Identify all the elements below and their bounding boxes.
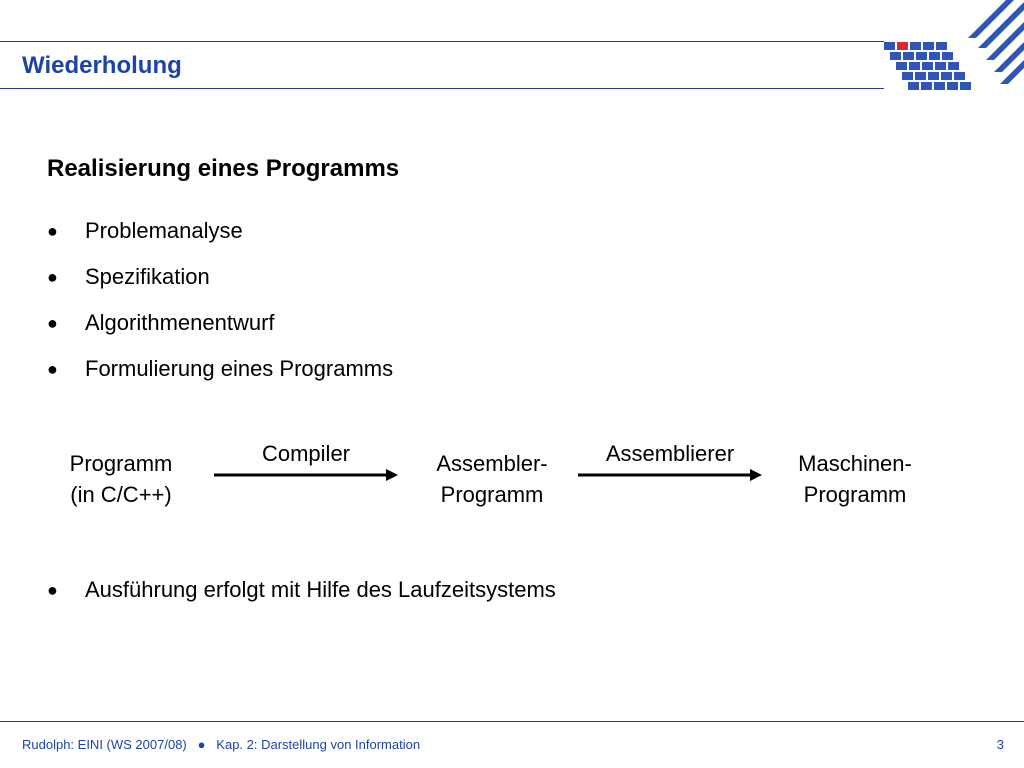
node-line: Programm [69, 451, 173, 476]
node-line: (in C/C++) [70, 482, 172, 507]
slide-title: Wiederholung [22, 52, 182, 79]
bullet-dot-icon: ● [47, 221, 58, 241]
bullet-item [47, 216, 393, 262]
footer-chapter: Kap. 2: Darstellung von Information [216, 737, 421, 752]
bullet-text: Spezifikation [85, 264, 210, 289]
arrow-assemblierer-icon [578, 469, 762, 481]
footer-rule [0, 721, 1024, 722]
bullet-dot-icon: ● [47, 580, 58, 600]
node-line: Maschinen- [798, 451, 912, 476]
bullet-text: Ausführung erfolgt mit Hilfe des Laufzeitsystems [85, 577, 556, 602]
bullet-item [47, 308, 393, 354]
node-line: Assembler- [436, 451, 548, 476]
bullet-dot-icon: ● [47, 313, 58, 333]
bullet-dot-icon: ● [47, 267, 58, 287]
footer-author-course: Rudolph: EINI (WS 2007/08) [22, 737, 187, 752]
diagram-node-machine-program [776, 448, 934, 510]
arrow-compiler-icon [214, 469, 398, 481]
university-logo [880, 0, 1024, 92]
bullet-item [47, 262, 393, 308]
node-line: Programm [440, 482, 544, 507]
node-line: Programm [803, 482, 907, 507]
bullet-text: Problemanalyse [85, 218, 243, 243]
footer-info [22, 737, 420, 752]
header-rule-top [0, 41, 884, 42]
bullet-list [47, 216, 393, 400]
page-number: 3 [996, 737, 1004, 752]
footer-separator-icon: ● [197, 737, 206, 752]
edge-label-compiler: Compiler [261, 441, 351, 466]
bullet-item-final [47, 575, 556, 605]
header-rule-bottom [0, 88, 884, 89]
section-heading: Realisierung eines Programms [47, 155, 400, 182]
bullet-text: Formulierung eines Programms [85, 356, 394, 381]
diagram-node-assembler-program [416, 448, 568, 510]
edge-label-assemblierer: Assemblierer [605, 441, 735, 466]
bullet-item [47, 354, 393, 400]
diagram-node-source-program [54, 448, 188, 510]
bullet-text: Algorithmenentwurf [85, 310, 275, 335]
bullet-dot-icon: ● [47, 359, 58, 379]
